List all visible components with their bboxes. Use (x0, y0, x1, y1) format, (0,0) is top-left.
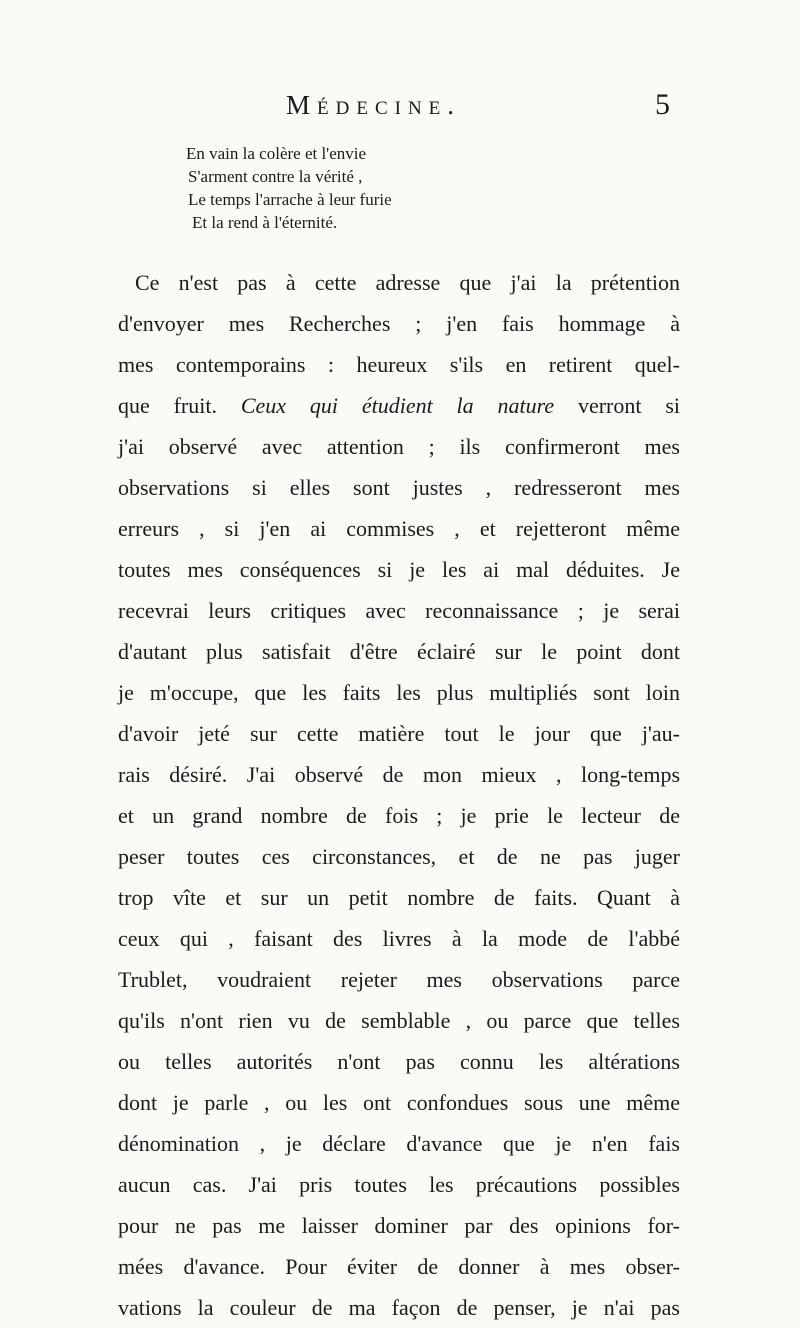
text-line: toutes mes conséquences si je les ai mal déduites. Je (118, 557, 680, 582)
verse-line: Le temps l'arrache à leur furie (188, 190, 392, 209)
verse-line: Et la rend à l'éternité. (192, 213, 338, 232)
text-line: trop vîte et sur un petit nombre de faits. Quant à (118, 885, 680, 910)
verse-epigraph (186, 142, 606, 234)
text-line: vations la couleur de ma façon de penser, je n'ai pas (118, 1295, 680, 1320)
text-line: dont je parle , ou les ont confondues sous une même (118, 1090, 680, 1115)
text-line: d'envoyer mes Recherches ; j'en fais hommage à (118, 311, 680, 336)
text-line: peser toutes ces circonstances, et de ne pas juger (118, 844, 680, 869)
verse-line: S'arment contre la vérité , (188, 167, 363, 186)
text-line: je m'occupe, que les faits les plus multipliés sont loin (118, 680, 680, 705)
italic-phrase: Ceux qui étudient la nature (240, 393, 555, 418)
text-line: observations si elles sont justes , redresseront mes (118, 475, 680, 500)
running-head (0, 88, 800, 128)
text-line: mées d'avance. Pour éviter de donner à mes obser- (118, 1254, 680, 1279)
text-line: d'avoir jeté sur cette matière tout le jour que j'au- (118, 721, 680, 746)
section-title: Médecine. (286, 90, 462, 120)
text-line: dénomination , je déclare d'avance que je n'en fais (118, 1131, 680, 1156)
text-line: ceux qui , faisant des livres à la mode de l'abbé (118, 926, 680, 951)
text-line: erreurs , si j'en ai commises , et rejetteront même (118, 516, 680, 541)
text-line: et un grand nombre de fois ; je prie le lecteur de (118, 803, 680, 828)
text-line: qu'ils n'ont rien vu de semblable , ou parce que telles (118, 1008, 680, 1033)
text-line: recevrai leurs critiques avec reconnaissance ; je serai (118, 598, 680, 623)
text-line: Ce n'est pas à cette adresse que j'ai la prétention (135, 270, 680, 295)
text-line: ou telles autorités n'ont pas connu les altérations (118, 1049, 680, 1074)
text-line (118, 385, 680, 426)
text-line: rais désiré. J'ai observé de mon mieux , long-temps (118, 762, 680, 787)
page-number: 5 (655, 88, 670, 121)
text-line: aucun cas. J'ai pris toutes les précautions possibles (118, 1172, 680, 1197)
text-line: Trublet, voudraient rejeter mes observations parce (118, 967, 680, 992)
text-run: verront si (554, 393, 680, 418)
text-line: d'autant plus satisfait d'être éclairé sur le point dont (118, 639, 680, 664)
text-run: que fruit. (118, 393, 241, 418)
text-line: pour ne pas me laisser dominer par des opinions for- (118, 1213, 680, 1238)
body-paragraph (118, 262, 680, 1328)
text-line: j'ai observé avec attention ; ils confirmeront mes (118, 434, 680, 459)
text-line: mes contemporains : heureux s'ils en retirent quel- (118, 352, 680, 377)
verse-line: En vain la colère et l'envie (186, 144, 367, 163)
